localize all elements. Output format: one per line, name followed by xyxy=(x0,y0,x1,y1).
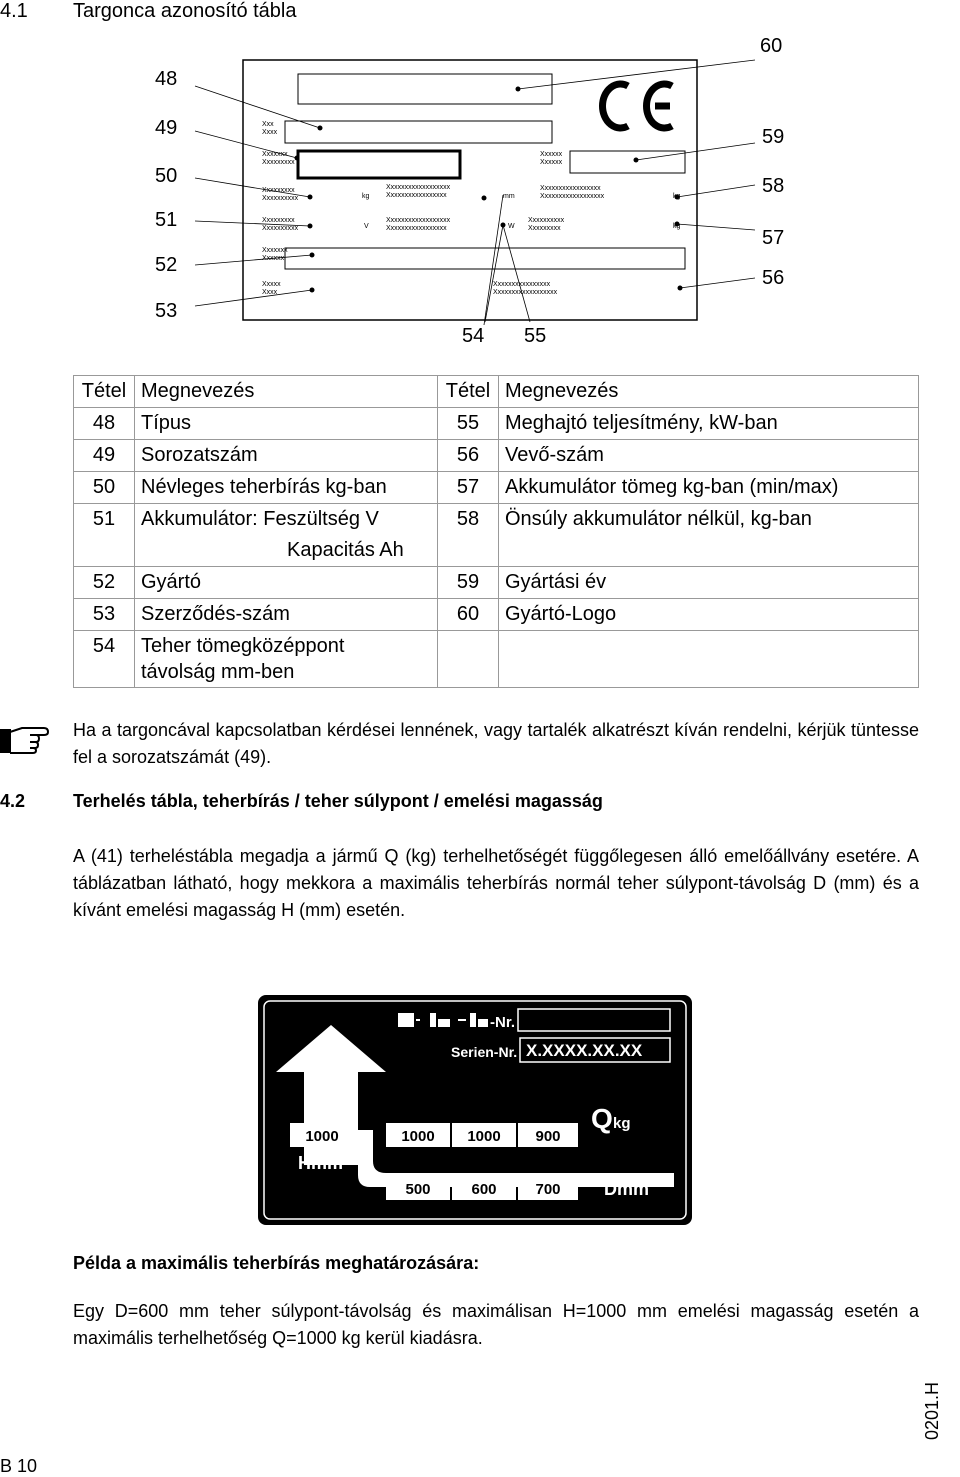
document-code: 0201.H xyxy=(922,1381,942,1440)
plate-text-49: Xxx Xxxx xyxy=(262,121,278,136)
plate-field-59 xyxy=(570,151,685,173)
cell: 48 xyxy=(74,408,135,440)
header-item: Tétel xyxy=(74,376,135,408)
table-row xyxy=(74,504,919,567)
serial-label: Serien-Nr. xyxy=(451,1044,518,1060)
plate-text-59: Xxxxxx Xxxxxx xyxy=(540,151,563,166)
section-number: 4.1 xyxy=(0,0,28,22)
plate-text-56: Xxxxxxxxxxxxxxxx Xxxxxxxxxxxxxxxxxx xyxy=(493,281,558,296)
table-row xyxy=(74,440,919,472)
unit-mm: mm xyxy=(503,193,515,200)
hmm-label: Hmm xyxy=(298,1153,344,1173)
hmm-value: 1000 xyxy=(305,1128,339,1145)
section2-paragraph: A (41) terheléstábla megadja a jármű Q (kg) terhelhetőségét függőlegesen álló emelőállvány esetére. A táblázatban látható, hogy mekkora a maximális teherbírás normál teher súlypont-távolság D (mm) és a kívánt emelési magasság H (mm) esetén. xyxy=(73,846,919,920)
d-value-2: 600 xyxy=(471,1181,497,1198)
load-capacity-plate xyxy=(258,995,692,1225)
d-value-1: 500 xyxy=(405,1181,431,1198)
cell: Szerződés-szám xyxy=(135,599,438,631)
cell xyxy=(499,631,919,688)
plate-text-50: Xxxxxxx Xxxxxxxxx xyxy=(262,151,295,166)
table-row xyxy=(74,408,919,440)
plate-text-mid2: Xxxxxxxxxxxxxxxxxx Xxxxxxxxxxxxxxxxx xyxy=(386,217,451,232)
cell xyxy=(438,631,499,688)
q-unit: kg xyxy=(613,1115,631,1132)
page-number: B 10 xyxy=(0,1456,38,1476)
callout-60: 60 xyxy=(760,35,783,57)
d-value-3: 700 xyxy=(535,1181,561,1198)
plate-field-52 xyxy=(285,248,685,269)
cell-line: távolság mm-ben xyxy=(141,661,295,683)
callout-50: 50 xyxy=(155,165,178,187)
cell-line: Teher tömegközéppont xyxy=(141,635,345,657)
callout-49: 49 xyxy=(155,117,178,139)
cell: 59 xyxy=(438,567,499,599)
header-description: Megnevezés xyxy=(499,376,919,408)
table-row xyxy=(74,631,919,688)
callout-59: 59 xyxy=(762,126,785,148)
example-heading: Példa a maximális teherbírás meghatározására: xyxy=(73,1253,480,1273)
cell: Típus xyxy=(135,408,438,440)
table-row xyxy=(74,599,919,631)
callout-56: 56 xyxy=(762,267,785,289)
cell: 55 xyxy=(438,408,499,440)
pointing-hand-icon xyxy=(0,722,50,756)
callout-48: 48 xyxy=(155,68,178,90)
note-text: Ha a targoncával kapcsolatban kérdései lennének, vagy tartalék alkatrészt kíván rendelni, kérjük tüntesse fel a sorozatszámát (49). xyxy=(73,720,919,767)
cell: Gyártó-Logo xyxy=(499,599,919,631)
callout-51: 51 xyxy=(155,209,178,231)
nr-label: -Nr. xyxy=(490,1014,516,1031)
callout-57: 57 xyxy=(762,227,785,249)
cell xyxy=(135,504,438,567)
plate-text-58: Xxxxxxxxxxxxxxxxx Xxxxxxxxxxxxxxxxxx xyxy=(540,185,605,200)
plate-field-49 xyxy=(285,121,552,143)
cell-line-indented: Kapacitás Ah xyxy=(287,539,404,561)
unit-v: V xyxy=(364,223,369,230)
section2-number: 4.2 xyxy=(0,791,26,811)
callout-52: 52 xyxy=(155,254,178,276)
plate-text-53: Xxxxx Xxxx xyxy=(262,281,281,296)
callout-55: 55 xyxy=(524,325,547,347)
cell: Meghajtó teljesítmény, kW-ban xyxy=(499,408,919,440)
cell: 60 xyxy=(438,599,499,631)
cell: Sorozatszám xyxy=(135,440,438,472)
table-row xyxy=(74,472,919,504)
serial-value: X.XXXX.XX.XX xyxy=(526,1041,643,1060)
cell: 52 xyxy=(74,567,135,599)
unit-kg2: kg xyxy=(673,193,681,200)
plate-text-51b: Xxxxxxxxx Xxxxxxxxxx xyxy=(262,217,299,232)
cell xyxy=(135,631,438,688)
plate-text-57: Xxxxxxxxxx Xxxxxxxxx xyxy=(528,217,565,232)
plate-field-50 xyxy=(298,151,460,178)
cell: Névleges teherbírás kg-ban xyxy=(135,472,438,504)
cell: Gyártási év xyxy=(499,567,919,599)
cell: Gyártó xyxy=(135,567,438,599)
table-header-row xyxy=(74,376,919,408)
plate-text-mid1: Xxxxxxxxxxxxxxxxxx Xxxxxxxxxxxxxxxxx xyxy=(386,184,451,199)
cell: 54 xyxy=(74,631,135,688)
unit-w: W xyxy=(508,223,515,230)
cell: 50 xyxy=(74,472,135,504)
plate-outline xyxy=(243,60,697,320)
cell: Akkumulátor tömeg kg-ban (min/max) xyxy=(499,472,919,504)
q-label: Q xyxy=(591,1103,613,1134)
example-text: Egy D=600 mm teher súlypont-távolság és maximálisan H=1000 mm emelési magasság esetén a maximális terhelhetőség Q=1000 kg kerül kiadásra. xyxy=(73,1301,919,1348)
callout-54: 54 xyxy=(462,325,485,347)
cell: 49 xyxy=(74,440,135,472)
cell: 51 xyxy=(74,504,135,567)
cell: Vevő-szám xyxy=(499,440,919,472)
callout-53: 53 xyxy=(155,300,178,322)
q-value-3: 900 xyxy=(535,1128,561,1145)
section2-title: Terhelés tábla, teherbírás / teher súlypont / emelési magasság xyxy=(73,791,603,811)
ce-mark-icon xyxy=(603,84,672,128)
section-title: Targonca azonosító tábla xyxy=(73,0,297,22)
cell: 58 xyxy=(438,504,499,567)
legend-table xyxy=(73,375,919,688)
header-item: Tétel xyxy=(438,376,499,408)
plate-field-48 xyxy=(298,74,552,104)
unit-kg: kg xyxy=(362,193,370,200)
cell-line: Akkumulátor: Feszültség V xyxy=(141,508,379,530)
cell: 53 xyxy=(74,599,135,631)
unit-kg3: kg xyxy=(673,223,681,230)
cell: 56 xyxy=(438,440,499,472)
cell: 57 xyxy=(438,472,499,504)
plate-text-51a: Xxxxxxxxx Xxxxxxxxxx xyxy=(262,187,299,202)
q-value-1: 1000 xyxy=(401,1128,435,1145)
q-value-2: 1000 xyxy=(467,1128,501,1145)
d-label: Dmm xyxy=(604,1179,650,1199)
identification-plate-diagram xyxy=(0,30,960,360)
header-description: Megnevezés xyxy=(135,376,438,408)
callout-58: 58 xyxy=(762,175,785,197)
plate-text-52: Xxxxxxx Xxxxxx xyxy=(262,247,288,262)
table-row xyxy=(74,567,919,599)
cell: Önsúly akkumulátor nélkül, kg-ban xyxy=(499,504,919,567)
